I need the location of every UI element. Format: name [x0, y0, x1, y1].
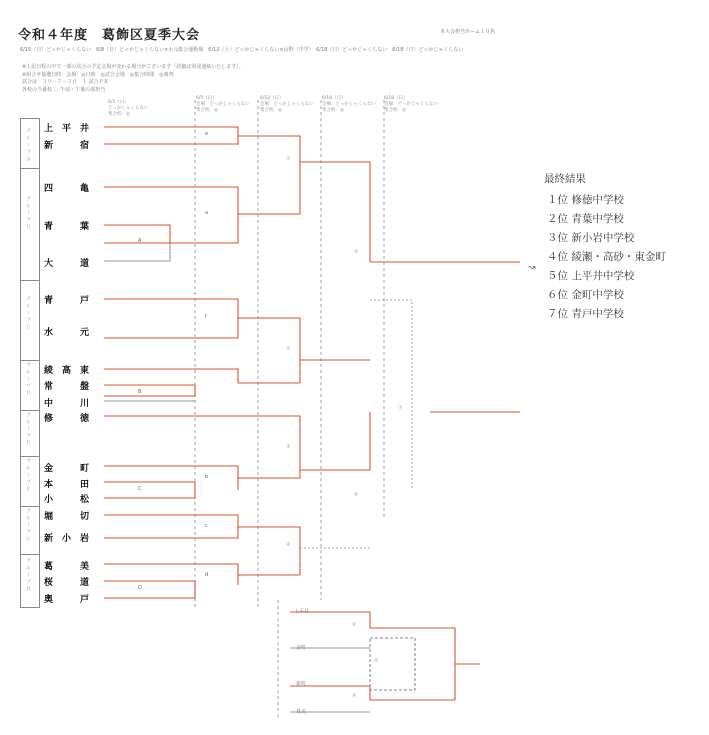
group-label: グループＧ [25, 508, 31, 543]
arrow-marker: ↝ [528, 263, 536, 273]
round-header-3: 6/12（日） 会場：どっかじゃくらない 集合校：◎ [260, 96, 314, 113]
organizer-note: 本大会担当ホーム１０名 [440, 29, 496, 35]
note-line: ※上記日程の中で一部の試合の予定会場が変わる場合がございます（詳細は別途連絡いたします）。 [22, 64, 244, 70]
note-line: 各校の当番校 … 午前・午後の部担当 [22, 86, 106, 93]
team-name: 四 亀 [44, 184, 90, 194]
match-number: ⑤ [354, 249, 359, 255]
team-name: 新 宿 [44, 141, 90, 151]
team-name: 奥 戸 [44, 595, 90, 605]
team-name: 大 道 [44, 259, 90, 269]
team-name: 水 元 [44, 328, 90, 338]
match-label: A [138, 238, 142, 244]
page-title: 令和４年度 葛飾区夏季大会 [18, 28, 201, 43]
team-name: 金 町 [44, 464, 90, 474]
consolation-label: 上平井 [294, 609, 310, 615]
consolation-label: 新町 [296, 681, 307, 687]
match-label: d [205, 572, 209, 578]
team-name: 堀 切 [44, 512, 90, 522]
team-name: 葛 美 [44, 562, 90, 572]
match-number: ⑨ [352, 693, 357, 699]
schedule-line: 6/15（日）どっかじゃくらない 6/8（日）どっかじゃくらない×水元総合運動場 6/12（土）どっかじゃくらない×山野（中学） 6/18（日）どっかじゃくらない 6/18（日）どっかじゃくらない [20, 47, 464, 53]
final-result-title: 最終結果 [544, 173, 586, 185]
match-label: c [205, 523, 208, 529]
match-label: f [205, 314, 207, 320]
match-number: ② [286, 346, 291, 352]
match-label: a [205, 210, 209, 216]
match-number: ⑦ [398, 405, 403, 411]
team-name: 桜 道 [44, 578, 90, 588]
result-line: ４位 綾瀬・高砂・東金町 [547, 251, 666, 263]
match-label: e [205, 131, 209, 137]
match-label: C [138, 486, 142, 492]
team-name: 小 松 [44, 495, 90, 505]
final-result [544, 170, 666, 324]
match-number: ① [286, 156, 291, 162]
match-number: ⑥ [354, 492, 359, 498]
group-label: グループＣ [25, 296, 31, 331]
team-name: 中 川 [44, 399, 90, 409]
team-name: 常 盤 [44, 382, 90, 392]
team-name: 修 徳 [44, 414, 90, 424]
group-label: グループＦ [25, 458, 31, 493]
result-line: １位 修徳中学校 [547, 194, 624, 206]
round-header-1: 6/5（日） どっかじゃくらない 集合校：◎ [108, 100, 149, 117]
team-name: 青 戸 [44, 296, 90, 306]
team-name: 綾 高 東 [44, 366, 90, 376]
round-header-4: 6/18（日） 会場：どっかじゃくらない 集合校：◎ [322, 96, 376, 113]
note-line: 試合は ３９－７－３０ １ 試合ＰＫ [22, 79, 109, 85]
match-label: B [138, 389, 142, 395]
result-line: ６位 金町中学校 [547, 289, 624, 301]
match-number: ⑩ [374, 658, 379, 664]
match-number: ③ [286, 444, 291, 450]
note-line: ※組合せ抽選日時 会場：◎日時 ◎試合会場 ◎集合時間 ◎審判 [22, 71, 174, 78]
team-name: 新 小 岩 [44, 534, 90, 544]
match-number: ⑧ [352, 622, 357, 628]
match-label: D [138, 585, 142, 591]
team-name: 青 葉 [44, 222, 90, 232]
match-label: b [205, 474, 209, 480]
result-line: ３位 新小岩中学校 [547, 232, 635, 244]
team-name: 本 田 [44, 480, 90, 490]
consolation-label: 葛美 [296, 709, 307, 715]
result-line: ７位 青戸中学校 [547, 308, 624, 320]
result-line: ５位 上平井中学校 [547, 270, 635, 282]
group-label: グループＨ [25, 558, 31, 593]
round-header-5: 6/18（日） 会場：どっかじゃくらない 集合校：◎ [384, 96, 438, 113]
group-label: グループＡ [25, 128, 31, 163]
team-name: 上 平 井 [44, 124, 90, 134]
group-label: グループＥ [25, 412, 31, 447]
match-number: ④ [286, 542, 291, 548]
consolation-label: 金町 [296, 645, 307, 651]
group-label: グループＤ [25, 362, 31, 397]
round-header-2: 6/5（日） 会場：どっかじゃくらない 集合校：◎ [196, 96, 250, 113]
result-line: ２位 青葉中学校 [547, 213, 624, 225]
group-label: グループＢ [25, 196, 31, 231]
